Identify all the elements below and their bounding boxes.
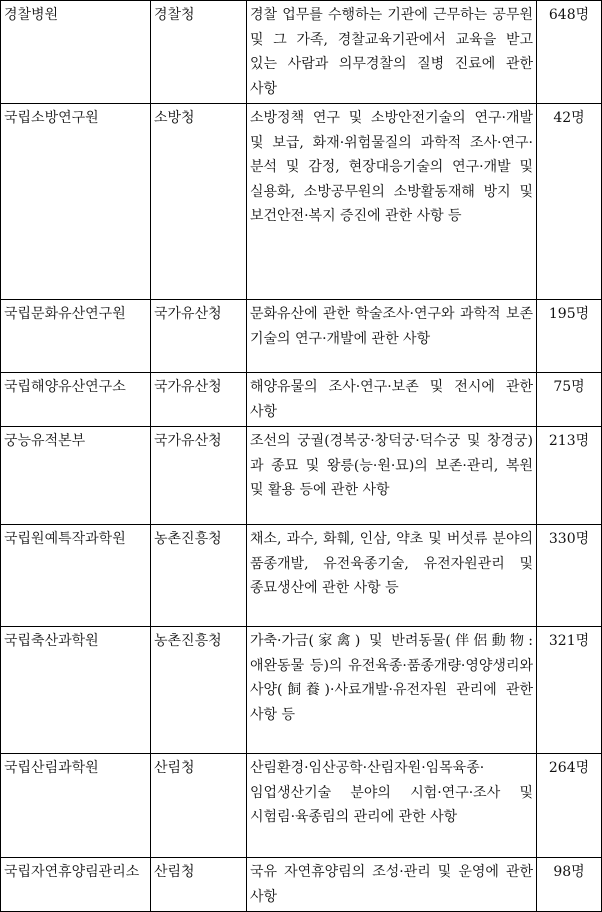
staff-count-cell: 321명 [537, 627, 602, 754]
ministry-cell: 산림청 [151, 754, 247, 858]
ministry-cell: 국가유산청 [151, 427, 247, 525]
task-description-cell: 해양유물의 조사·연구·보존 및 전시에 관한 사항 [247, 373, 537, 427]
table-row [1, 754, 602, 858]
agency-name-cell: 국립자연휴양림관리소 [1, 858, 151, 912]
agency-name-cell: 국립원예특작과학원 [1, 525, 151, 627]
task-description-cell: 국유 자연휴양림의 조성·관리 및 운영에 관한 사항 [247, 858, 537, 912]
ministry-cell: 국가유산청 [151, 373, 247, 427]
staff-count-cell: 75명 [537, 373, 602, 427]
staff-count-cell: 264명 [537, 754, 602, 858]
ministry-cell: 소방청 [151, 104, 247, 300]
table-row [1, 427, 602, 525]
table-row [1, 525, 602, 627]
agency-name-cell: 국립해양유산연구소 [1, 373, 151, 427]
table-row [1, 104, 602, 300]
staff-count-cell: 213명 [537, 427, 602, 525]
staff-count-cell: 98명 [537, 858, 602, 912]
task-description-cell: 채소, 과수, 화훼, 인삼, 약초 및 버섯류 분야의 품종개발, 유전육종기술, 유전자원관리 및 종묘생산에 관한 사항 등 [247, 525, 537, 627]
task-description-cell: 가축·가금(家禽) 및 반려동물(伴侶動物: 애완동물 등)의 유전육종·품종개량·영양생리와 사양(飼養)·사료개발·유전자원 관리에 관한 사항 등 [247, 627, 537, 754]
ministry-cell: 농촌진흥청 [151, 627, 247, 754]
table-row [1, 300, 602, 373]
task-description-cell: 소방정책 연구 및 소방안전기술의 연구·개발 및 보급, 화재·위험물질의 과학적 조사·연구·분석 및 감정, 현장대응기술의 연구·개발 및 실용화, 소방공무원의 소방활동재해 방지 및 보건안전·복지 증진에 관한 사항 등 [247, 104, 537, 300]
staff-count-cell: 195명 [537, 300, 602, 373]
agency-name-cell: 궁능유적본부 [1, 427, 151, 525]
ministry-cell: 경찰청 [151, 1, 247, 104]
staff-count-cell: 648명 [537, 1, 602, 104]
staff-count-cell: 42명 [537, 104, 602, 300]
agency-name-cell: 국립소방연구원 [1, 104, 151, 300]
table-row [1, 858, 602, 912]
task-description-cell: 산림환경·임산공학·산림자원·임목육종·임업생산기술 분야의 시험·연구·조사 및 시험림·육종림의 관리에 관한 사항 [247, 754, 537, 858]
ministry-cell: 국가유산청 [151, 300, 247, 373]
agency-name-cell: 국립문화유산연구원 [1, 300, 151, 373]
ministry-cell: 농촌진흥청 [151, 525, 247, 627]
task-description-cell: 조선의 궁궐(경복궁·창덕궁·덕수궁 및 창경궁)과 종묘 및 왕릉(능·원·묘)의 보존·관리, 복원 및 활용 등에 관한 사항 [247, 427, 537, 525]
ministry-cell: 산림청 [151, 858, 247, 912]
table-row [1, 1, 602, 104]
agency-name-cell: 국립산림과학원 [1, 754, 151, 858]
task-description-cell: 경찰 업무를 수행하는 기관에 근무하는 공무원 및 그 가족, 경찰교육기관에서 교육을 받고 있는 사람과 의무경찰의 질병 진료에 관한 사항 [247, 1, 537, 104]
agency-name-cell: 경찰병원 [1, 1, 151, 104]
staff-count-cell: 330명 [537, 525, 602, 627]
task-description-cell: 문화유산에 관한 학술조사·연구와 과학적 보존 기술의 연구·개발에 관한 사항 [247, 300, 537, 373]
table-row [1, 627, 602, 754]
agency-name-cell: 국립축산과학원 [1, 627, 151, 754]
table-row [1, 373, 602, 427]
